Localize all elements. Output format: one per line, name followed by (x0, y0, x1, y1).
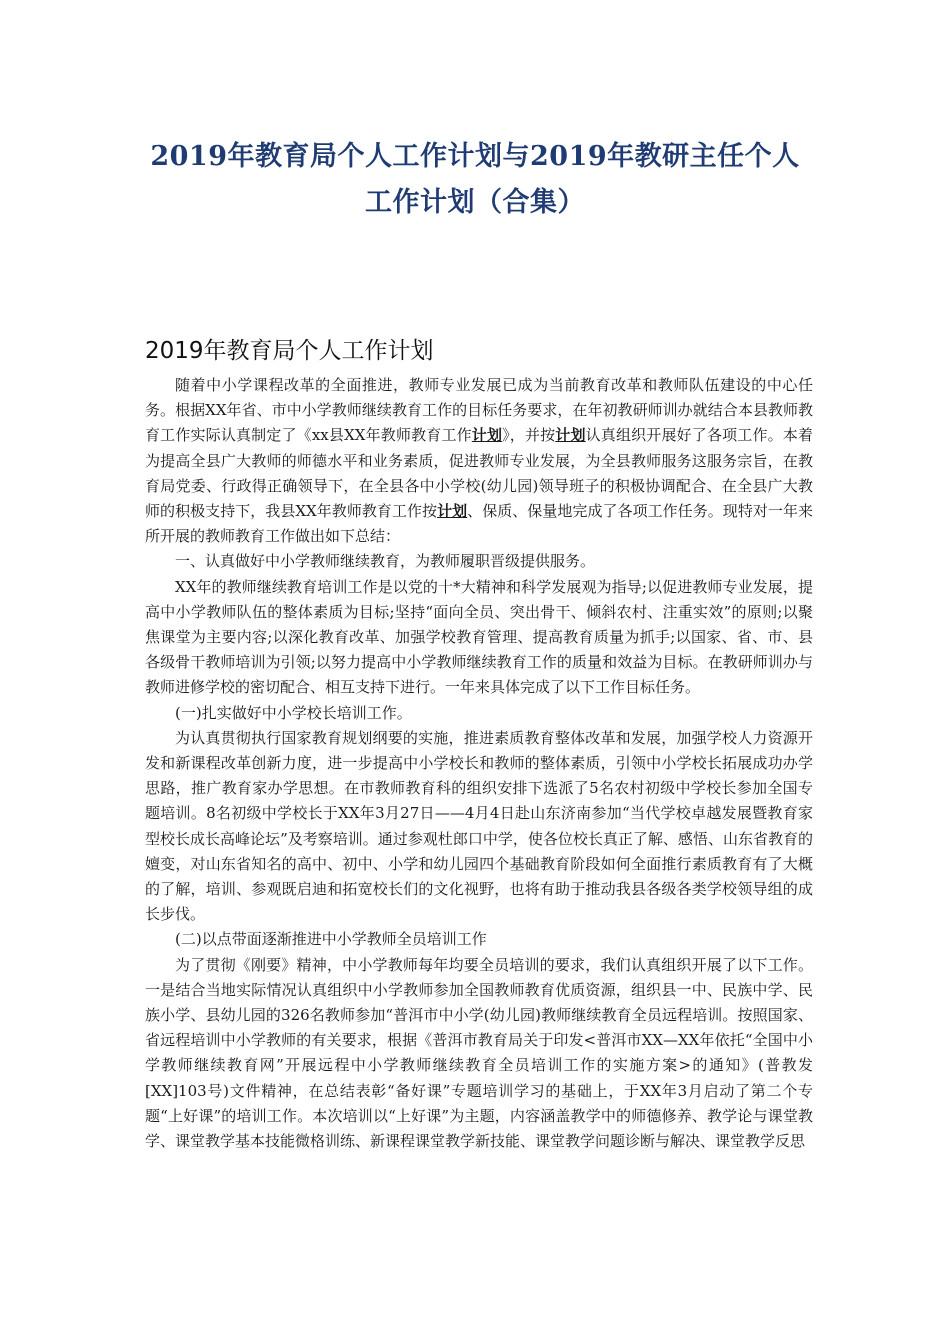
paragraph-intro-part-c: 认真组织开展好了各项工作。本着为提高全县广大教师的师德水平和业务素质，促进教师专业发展，为全县教师服务这服务宗旨，在教育局党委、行政得正确领导下，在全县各中小学校(幼儿园)领导班子的积极协调配合、在全县广大教师的积极支持下，我县XX年教师教育工作按 (145, 426, 813, 521)
paragraph-subheading-1-2: (二)以点带面逐渐推进中小学教师全员培训工作 (175, 930, 487, 949)
document-title-line-1: 2019年教育局个人工作计划与2019年教研主任个人 (150, 141, 800, 172)
section-heading: 2019年教育局个人工作计划 (145, 338, 434, 364)
document-title (130, 134, 820, 226)
plan-link[interactable]: 计划 (555, 426, 586, 445)
paragraph-intro-part-b: 》，并按 (502, 426, 556, 445)
paragraph-principal-training: 为认真贯彻执行国家教育规划纲要的实施，推进素质教育整体改革和发展，加强学校人力资源开发和新课程改革创新力度，进一步提高中小学校长和教师的整体素质，引领中小学校长拓展成功办学思路，推广教育家办学思想。在市教师教育科的组织安排下选派了5名农村初级中学校长参加全国专题培训。8名初级中学校长于XX年3月27日——4月4日赴山东济南参加“当代学校卓越发展暨教育家型校长成长高峰论坛”及考察培训。通过参观杜郎口中学，使各位校长真正了解、感悟、山东省教育的嬗变，对山东省知名的高中、初中、小学和幼儿园四个基础教育阶段如何全面推行素质教育有了大概的了解，培训、参观既启迪和拓宽校长们的文化视野，也将有助于推动我县各级各类学校领导组的成长步伐。 (145, 728, 813, 924)
paragraph-continuing-education: XX年的教师继续教育培训工作是以党的十*大精神和科学发展观为指导;以促进教师专业发展，提高中小学教师队伍的整体素质为目标;坚持“面向全员、突出骨干、倾斜农村、注重实效”的原则;以聚焦课堂为主要内容;以深化教育改革、加强学校教育管理、提高教育质量为抓手;以国家、省、市、县各级骨干教师培训为引领;以努力提高中小学教师继续教育工作的质量和效益为目标。在教研师训办与教师进修学校的密切配合、相互支持下进行。一年来具体完成了以下工作目标任务。 (145, 577, 813, 697)
plan-link[interactable]: 计划 (471, 426, 503, 445)
paragraph-intro (145, 373, 813, 549)
paragraph-intro-part-a: 随着中小学课程改革的全面推进，教师专业发展已成为当前教育改革和教师队伍建设的中心任务。根据XX年省、市中小学教师继续教育工作的目标任务要求，在年初教研师训办就结合本县教师教育工作实际认真制定了《xx县XX年教师教育工作 (145, 376, 813, 445)
paragraph-subheading-1-1: (一)扎实做好中小学校长培训工作。 (175, 703, 412, 722)
paragraph-subheading-1: 一、认真做好中小学教师继续教育，为教师履职晋级提供服务。 (175, 552, 596, 571)
document-title-line-2: 工作计划（合集） (365, 187, 585, 218)
plan-link[interactable]: 计划 (437, 502, 468, 521)
paragraph-intro-part-d: 、保质、保量地完成了各项工作任务。现特对一年来所开展的教师教育工作做出如下总结： (145, 502, 813, 546)
document-body (145, 373, 813, 1154)
paragraph-teacher-training: 为了贯彻《刚要》精神，中小学教师每年均要全员培训的要求，我们认真组织开展了以下工作。一是结合当地实际情况认真组织中小学教师参加全国教师教育优质资源，组织县一中、民族中学、民族小学、县幼儿园的326名教师参加“普洱市中小学(幼儿园)教师继续教育全员远程培训。按照国家、省远程培训中小学教师的有关要求，根据《普洱市教育局关于印发<普洱市XX—XX年依托“全国中小学教师继续教育网”开展远程中小学教师继续教育全员培训工作的实施方案>的通知》(普教发[XX]103号)文件精神，在总结表彰“备好课”专题培训学习的基础上，于XX年3月启动了第二个专题“上好课”的培训工作。本次培训以“上好课”为主题，内容涵盖教学中的师德修养、教学论与课堂教学、课堂教学基本技能微格训练、新课程课堂教学新技能、课堂教学问题诊断与解决、课堂教学反思 (145, 955, 813, 1151)
